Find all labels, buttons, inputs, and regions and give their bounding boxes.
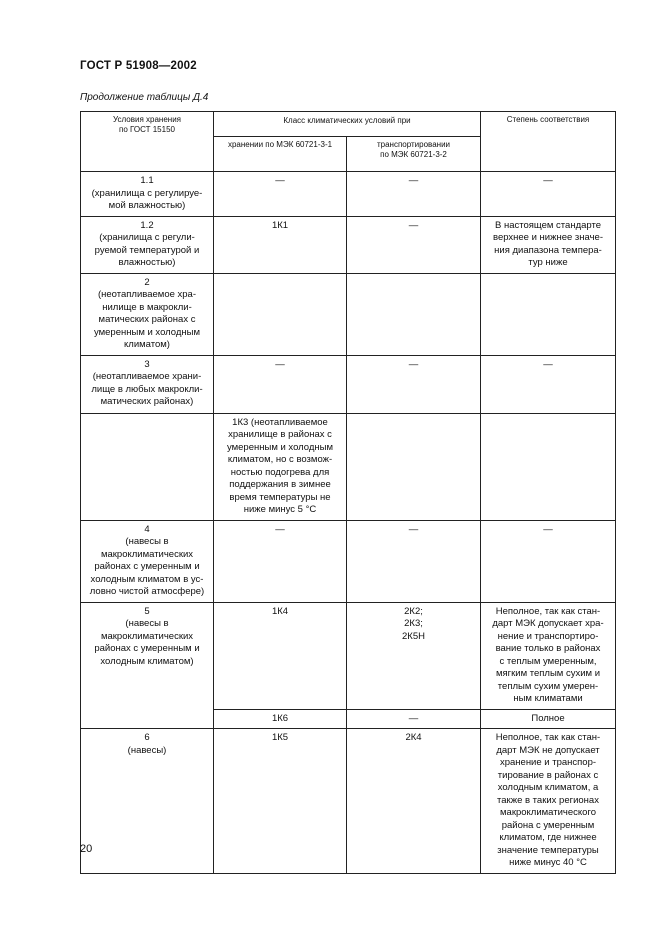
cell-iec-storage: 1К6 — [214, 709, 347, 729]
cell-iec-transport — [347, 413, 481, 520]
cell-storage: 1.1 (хранилища с регулируе- мой влажностью) — [81, 172, 214, 217]
cell-iec-transport: — — [347, 355, 481, 413]
header-degree-of-conformity: Степень соответствия — [481, 112, 616, 172]
table-row — [81, 355, 616, 413]
climate-conditions-table — [80, 111, 616, 874]
header-climate-class: Класс климатических условий при — [214, 112, 481, 137]
cell-iec-storage: 1К1 — [214, 216, 347, 273]
table-row — [81, 413, 616, 520]
table-row — [81, 172, 616, 217]
cell-iec-storage: 1К5 — [214, 729, 347, 874]
header-iec-transport: транспортировании по МЭК 60721-3-2 — [347, 137, 481, 172]
cell-iec-transport: — — [347, 172, 481, 217]
cell-degree — [481, 273, 616, 355]
cell-iec-storage: — — [214, 172, 347, 217]
cell-storage: 2 (неотапливаемое хра- нилище в макрокли- матических районах с умеренным и холодным климатом) — [81, 273, 214, 355]
table-row — [81, 520, 616, 602]
page-number: 20 — [80, 843, 93, 855]
cell-iec-transport: — — [347, 216, 481, 273]
cell-degree: Полное — [481, 709, 616, 729]
cell-degree: В настоящем стандарте верхнее и нижнее значе- ния диапазона темпера- тур ниже — [481, 216, 616, 273]
cell-iec-storage: — — [214, 355, 347, 413]
cell-iec-storage: 1К3 (неотапливаемое хранилище в районах с умеренным и холодным климатом, но с возмож- ностью подогрева для поддержания в зимнее время температуры не ниже минус 5 °С — [214, 413, 347, 520]
cell-iec-storage: — — [214, 520, 347, 602]
cell-iec-storage — [214, 273, 347, 355]
cell-storage: 1.2 (хранилища с регули- руемой температурой и влажностью) — [81, 216, 214, 273]
document-code: ГОСТ Р 51908—2002 — [80, 60, 197, 72]
table-continuation-caption: Продолжение таблицы Д.4 — [80, 92, 209, 103]
cell-iec-transport: — — [347, 709, 481, 729]
header-storage-conditions: Условия хранения по ГОСТ 15150 — [81, 112, 214, 172]
cell-degree — [481, 413, 616, 520]
cell-degree: Неполное, так как стан- дарт МЭК допускает хра- нение и транспортиро- вание только в районах с теплым умеренным, мягким теплым сухим и теплым сухим умерен- ным климатами — [481, 602, 616, 709]
table-row — [81, 216, 616, 273]
cell-storage: 4 (навесы в макроклиматических районах с умеренным и холодным климатом в ус- ловно чистой атмосфере) — [81, 520, 214, 602]
header-iec-storage: хранении по МЭК 60721-3-1 — [214, 137, 347, 172]
cell-storage: 3 (неотапливаемое храни- лище в любых макрокли- матических районах) — [81, 355, 214, 413]
cell-storage: 6 (навесы) — [81, 729, 214, 874]
cell-iec-storage: 1К4 — [214, 602, 347, 709]
cell-degree: Неполное, так как стан- дарт МЭК не допускает хранение и транспор- тирование в районах с холодным климатом, а также в таких регионах макроклиматического района с умеренным климатом, где нижнее значение температуры ниже минус 40 °С — [481, 729, 616, 874]
table-row — [81, 729, 616, 874]
cell-storage: 5 (навесы в макроклиматических районах с умеренным и холодным климатом) — [81, 602, 214, 729]
cell-degree: — — [481, 355, 616, 413]
cell-degree: — — [481, 172, 616, 217]
cell-storage — [81, 413, 214, 520]
cell-iec-transport — [347, 273, 481, 355]
cell-iec-transport: 2К4 — [347, 729, 481, 874]
table-row — [81, 273, 616, 355]
cell-iec-transport: — — [347, 520, 481, 602]
table-row — [81, 602, 616, 709]
cell-iec-transport: 2К2; 2К3; 2К5Н — [347, 602, 481, 709]
cell-degree: — — [481, 520, 616, 602]
